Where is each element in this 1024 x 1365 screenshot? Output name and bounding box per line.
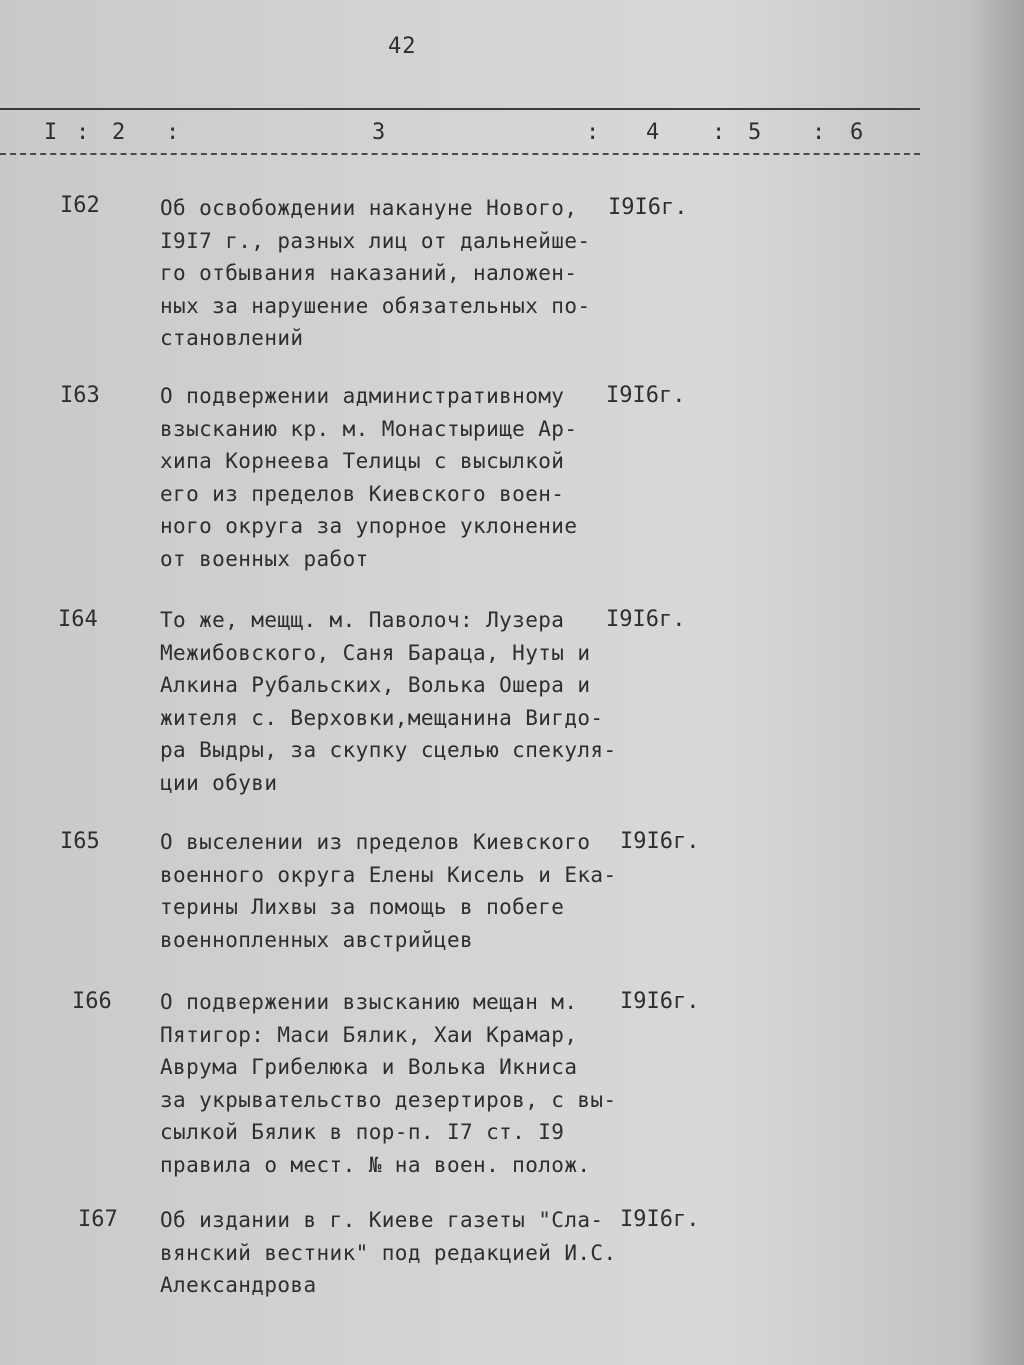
column-separator: : bbox=[76, 120, 90, 145]
page-number: 42 bbox=[388, 34, 417, 59]
column-header-4: 4 bbox=[646, 120, 660, 145]
entry-number: I63 bbox=[60, 383, 100, 408]
header-top-rule bbox=[0, 108, 920, 110]
entry-line: Межибовского, Саня Бараца, Нуты и bbox=[160, 640, 591, 665]
entry-line: за укрывательство дезертиров, с вы- bbox=[160, 1087, 617, 1112]
entry-description bbox=[160, 380, 630, 575]
entry-number: I65 bbox=[60, 829, 100, 854]
entry-number: I62 bbox=[60, 193, 100, 218]
entry-line: Об издании в г. Киеве газеты "Сла- bbox=[160, 1208, 604, 1232]
entry-year: I9I6г. bbox=[620, 829, 700, 854]
column-header-2: 2 bbox=[112, 120, 126, 145]
entry-number: I66 bbox=[72, 989, 112, 1014]
column-separator: : bbox=[712, 120, 726, 145]
entry-year: I9I6г. bbox=[606, 607, 686, 632]
entry-year: I9I6г. bbox=[620, 989, 700, 1014]
column-header-5: 5 bbox=[748, 120, 762, 145]
entry-line: ных за нарушение обязательных по- bbox=[160, 293, 591, 318]
entry-description bbox=[160, 826, 630, 956]
entry-description bbox=[160, 192, 630, 355]
column-header-3: 3 bbox=[372, 120, 386, 145]
entry-year: I9I6г. bbox=[608, 195, 688, 220]
column-header-6: 6 bbox=[850, 120, 864, 145]
entry-number: I67 bbox=[78, 1207, 118, 1232]
entry-number: I64 bbox=[58, 607, 98, 632]
entry-line: становлений bbox=[160, 326, 304, 350]
entry-description bbox=[160, 604, 630, 799]
entry-line: военнопленных австрийцев bbox=[160, 927, 474, 952]
entry-description bbox=[160, 1204, 630, 1302]
entry-line: хипа Корнеева Телицы с высылкой bbox=[160, 449, 565, 473]
entry-line: вянский вестник" под редакцией И.С. bbox=[160, 1240, 617, 1265]
entry-line: военного округа Елены Кисель и Ека- bbox=[160, 862, 617, 887]
entry-line: ного округа за упорное уклонение bbox=[160, 514, 578, 538]
entry-line: Аврума Грибелюка и Волька Икниса bbox=[160, 1055, 578, 1079]
entry-line: О подвержении административному bbox=[160, 384, 565, 408]
entry-line: сылкой Бялик в пор-п. I7 ст. I9 bbox=[160, 1120, 565, 1144]
entry-line: Об освобождении накануне Нового, bbox=[160, 196, 578, 220]
entry-line: правила о мест. № на воен. полож. bbox=[160, 1152, 591, 1177]
entry-line: терины Лихвы за помощь в побеге bbox=[160, 895, 565, 919]
entry-line: Алкина Рубальских, Волька Ошера и bbox=[160, 673, 591, 697]
entry-description bbox=[160, 986, 630, 1181]
header-bottom-rule bbox=[0, 153, 920, 155]
column-separator: : bbox=[166, 120, 180, 145]
entry-line: То же, мещщ. м. Паволоч: Лузера bbox=[160, 608, 565, 632]
entry-year: I9I6г. bbox=[620, 1207, 700, 1232]
entry-line: взысканию кр. м. Монастырище Ар- bbox=[160, 416, 578, 441]
column-header-1: I bbox=[44, 120, 58, 145]
entry-line: Пятигор: Маси Бялик, Хаи Крамар, bbox=[160, 1022, 578, 1047]
entry-line: О выселении из пределов Киевского bbox=[160, 830, 591, 854]
entry-year: I9I6г. bbox=[606, 383, 686, 408]
entry-line: О подвержении взысканию мещан м. bbox=[160, 990, 578, 1014]
column-separator: : bbox=[586, 120, 600, 145]
entry-line: ции обуви bbox=[160, 770, 278, 795]
entry-line: ра Выдры, за скупку сцелью спекуля- bbox=[160, 738, 617, 762]
entry-line: его из пределов Киевского воен- bbox=[160, 481, 565, 506]
entry-line: Александрова bbox=[160, 1273, 317, 1297]
entry-line: I9I7 г., разных лиц от дальнейше- bbox=[160, 228, 591, 253]
column-separator: : bbox=[812, 120, 826, 145]
entry-line: от военных работ bbox=[160, 546, 369, 571]
entry-line: жителя с. Верховки,мещанина Вигдо- bbox=[160, 705, 604, 730]
entry-line: го отбывания наказаний, наложен- bbox=[160, 261, 578, 285]
page-edge-shadow bbox=[968, 0, 1024, 1365]
